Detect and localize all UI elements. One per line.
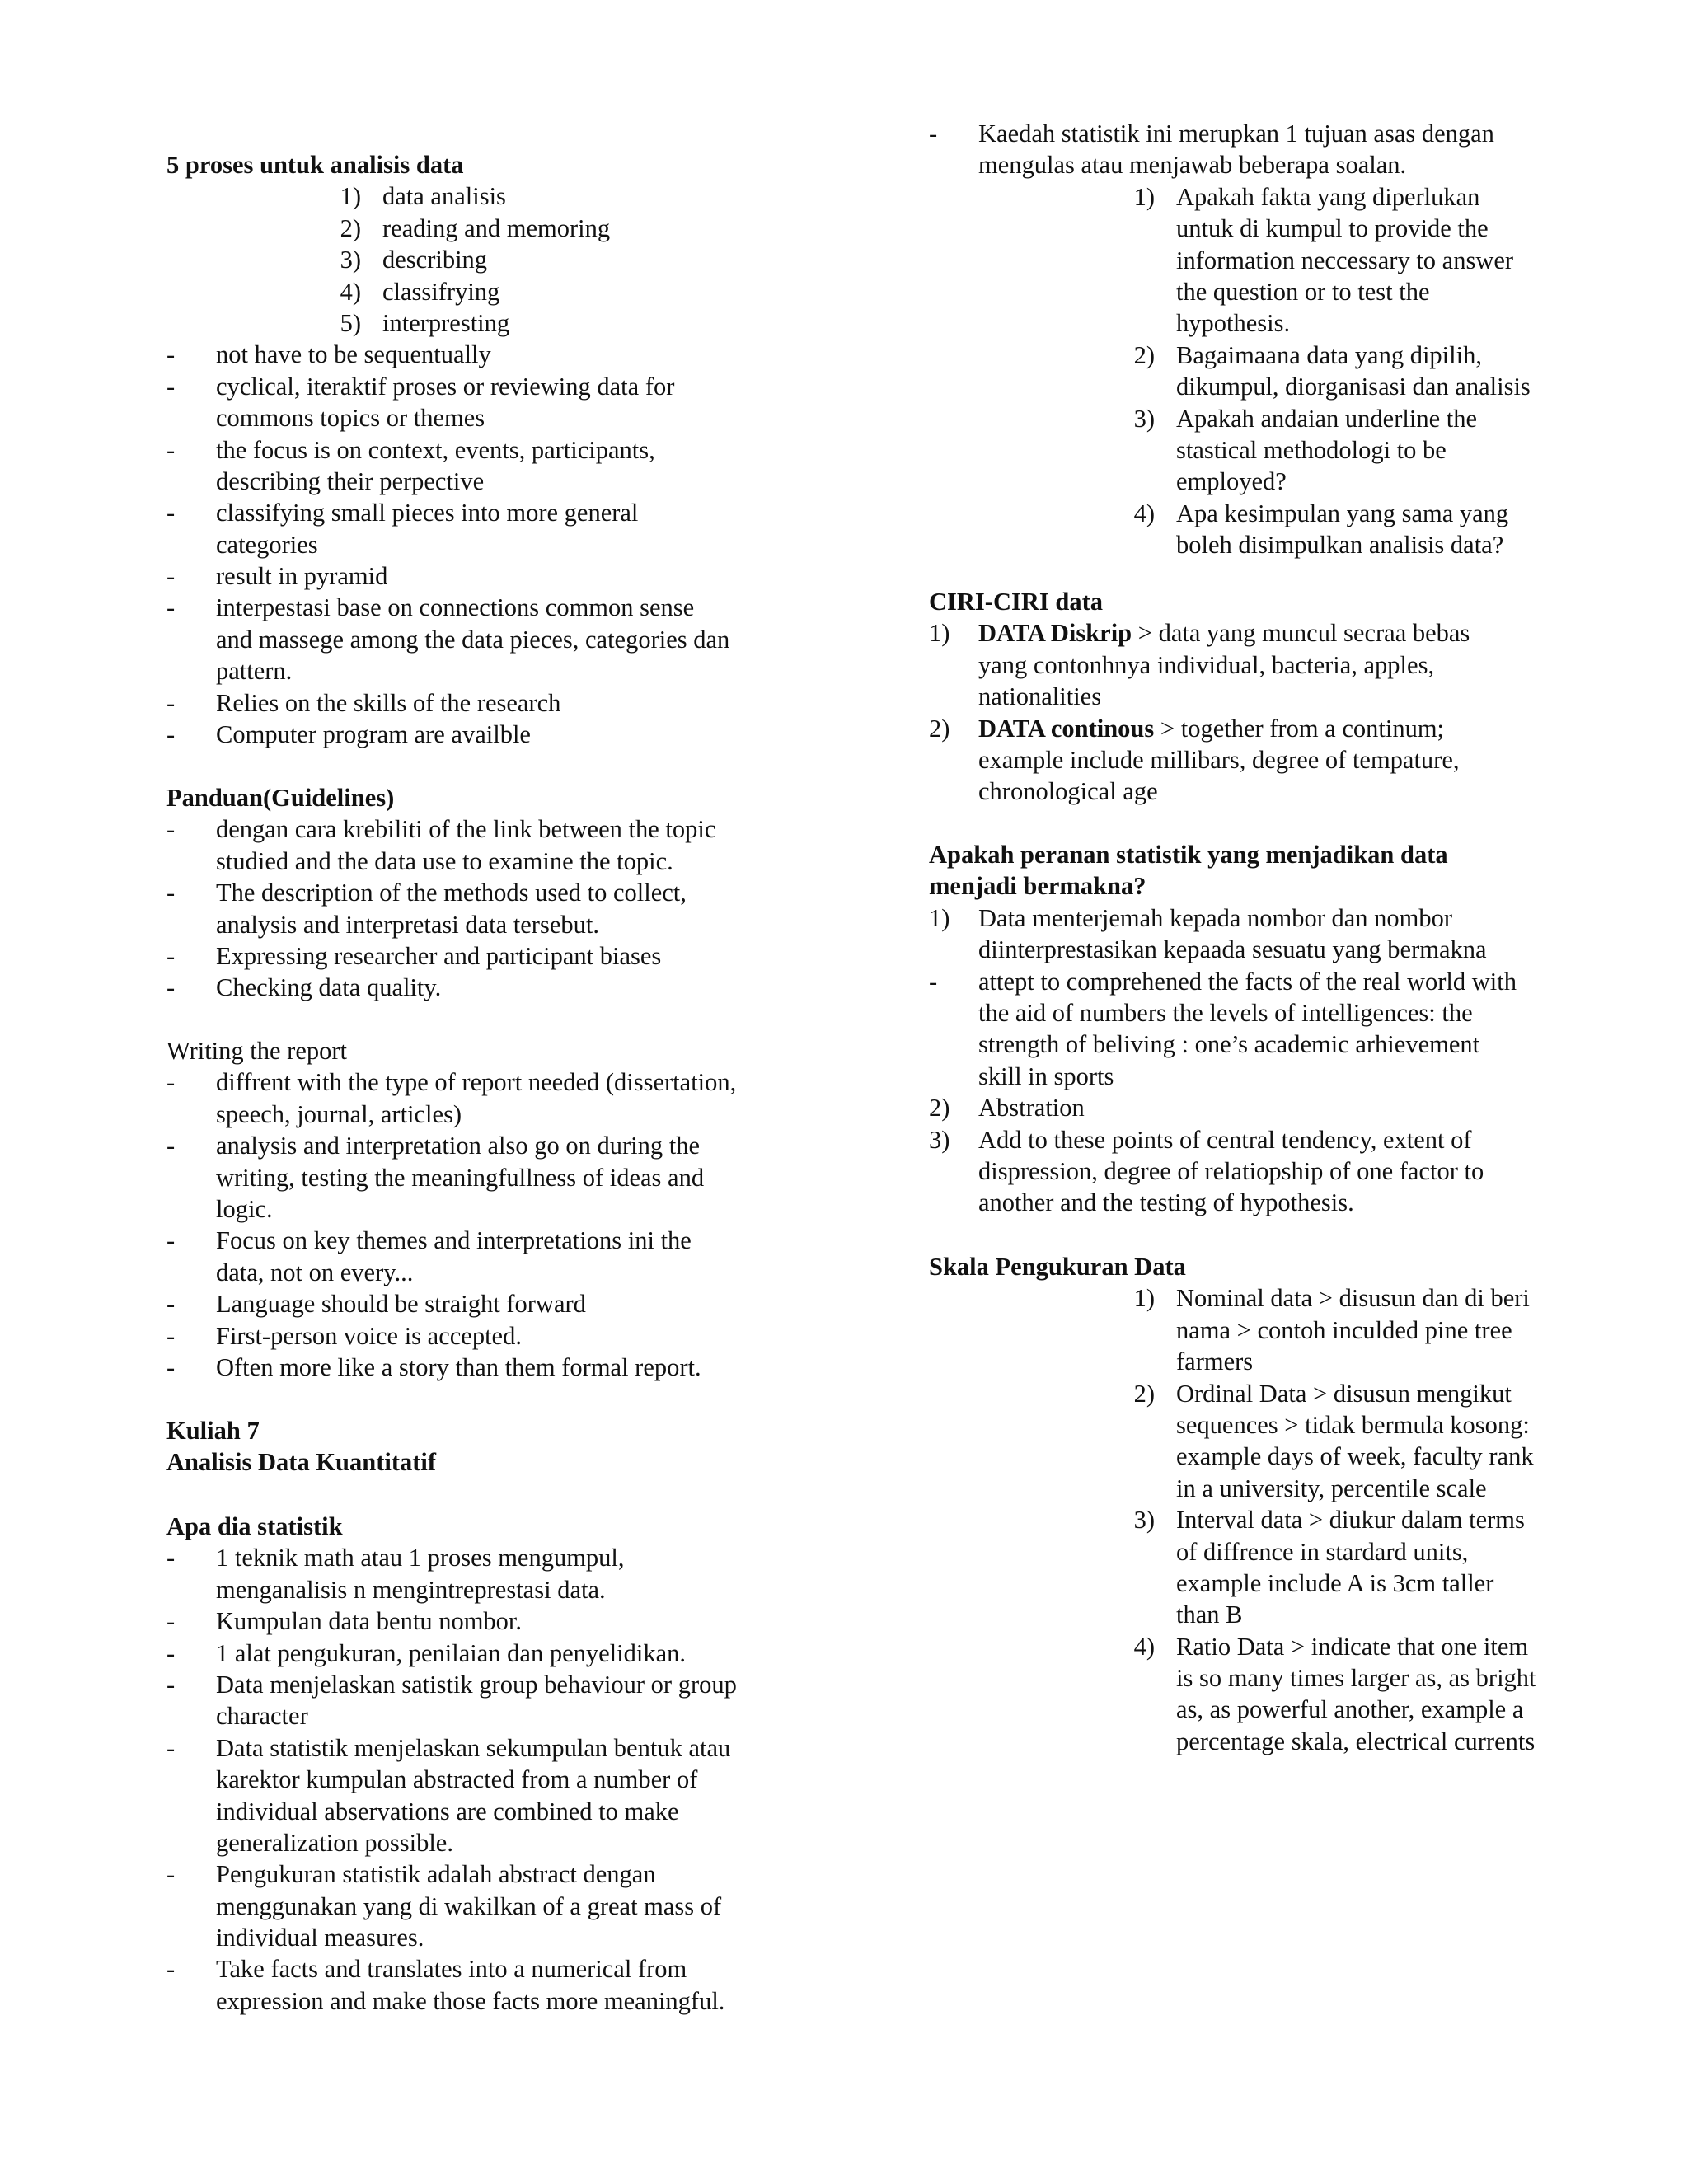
list-item-text: Checking data quality. [216, 973, 442, 1002]
list-item-text: interpestasi base on connections common sense [216, 593, 695, 622]
list-item-text: commons topics or themes [216, 404, 485, 433]
list-item [929, 118, 1588, 149]
list-item-text: dikumpul, diorganisasi dan analisis [1176, 373, 1531, 401]
list-item-continuation [929, 649, 1588, 681]
bullet-dash: - [166, 372, 176, 401]
list-item-text: expression and make those facts more meaningful. [216, 1986, 725, 2015]
list-item-text: boleh disimpulkan analisis data? [1176, 531, 1504, 560]
list-item-text: pattern. [216, 657, 293, 686]
list-item [166, 592, 826, 623]
list-item-text: the aid of numbers the levels of intelligences: the [978, 998, 1473, 1027]
list-marker: 4) [340, 277, 361, 306]
section-proses [166, 149, 826, 750]
list-item-continuation [929, 1662, 1588, 1694]
list-item-text: yang contonhnya individual, bacteria, apples, [978, 650, 1435, 679]
list-item-text: Data menjelaskan satistik group behaviour or group [216, 1670, 737, 1699]
list-item-continuation [929, 371, 1588, 402]
list-item [929, 902, 1588, 934]
list-item-continuation [166, 1700, 826, 1732]
bullet-dash: - [166, 1290, 176, 1319]
numbered-list-steps [166, 180, 826, 339]
bullet-dash: - [166, 1068, 176, 1097]
list-item-continuation [929, 934, 1588, 965]
list-item [166, 1130, 826, 1161]
list-item-continuation [929, 776, 1588, 807]
list-item-text: analysis and interpretation also go on during the [216, 1132, 700, 1160]
list-item-text: speech, journal, articles) [216, 1099, 462, 1128]
section-ciri-ciri-data [929, 586, 1588, 808]
bullet-dash: - [166, 941, 176, 970]
list-item-text: farmers [1176, 1347, 1254, 1376]
list-item-continuation [929, 1061, 1588, 1092]
list-item-text: interpresting [382, 308, 510, 337]
list-item-text: Computer program are availble [216, 720, 531, 749]
bullet-list [166, 1542, 826, 2017]
lecture-number: Kuliah 7 [166, 1417, 260, 1445]
list-item-text: Apakah fakta yang diperlukan [1176, 182, 1480, 211]
section-heading: Skala Pengukuran Data [929, 1253, 1186, 1281]
list-item-text: nationalities [978, 682, 1102, 711]
list-item [166, 371, 826, 402]
list-item-continuation [929, 1155, 1588, 1187]
list-item-text: Often more like a story than them formal report. [216, 1352, 701, 1381]
list-item-text: untuk di kumpul to provide the [1176, 214, 1489, 243]
list-item-text: Interval data > diukur dalam terms [1176, 1506, 1525, 1535]
list-marker: - [929, 967, 938, 996]
list-item-text: generalization possible. [216, 1828, 453, 1857]
list-item-continuation [929, 1187, 1588, 1218]
term-bold: DATA Diskrip [978, 619, 1132, 648]
list-item-continuation [929, 1473, 1588, 1504]
list-marker: 1) [929, 619, 950, 648]
list-item-continuation [166, 1891, 826, 1922]
list-marker: 2) [1133, 340, 1155, 369]
list-item-continuation [929, 1441, 1588, 1472]
list-item [166, 813, 826, 845]
list-item-continuation [166, 1193, 826, 1225]
list-item-continuation [929, 681, 1588, 712]
list-item-continuation [166, 1985, 826, 2017]
list-item-continuation [929, 245, 1588, 276]
bullet-dash: - [166, 1670, 176, 1699]
list-item [166, 213, 826, 244]
bullet-dash: - [166, 593, 176, 622]
list-item [166, 244, 826, 275]
list-item-continuation [166, 624, 826, 655]
list-item-continuation [166, 655, 826, 687]
list-item-continuation [166, 846, 826, 877]
list-item-text: Language should be straight forward [216, 1290, 586, 1319]
bullet-dash: - [166, 720, 176, 749]
list-item-text: Focus on key themes and interpretations ini the [216, 1226, 692, 1255]
list-item [929, 498, 1588, 529]
list-item [166, 1732, 826, 1764]
list-item-continuation [166, 1764, 826, 1795]
list-item-text: nama > contoh inculded pine tree [1176, 1315, 1512, 1344]
list-item [166, 1638, 826, 1669]
bullet-dash: - [166, 1352, 176, 1381]
list-marker: 1) [1133, 1284, 1155, 1313]
list-item-continuation [929, 434, 1588, 466]
section-heading: menjadi bermakna? [929, 872, 1146, 901]
bullet-dash: - [166, 1860, 176, 1889]
term-definition: > data yang muncul secraa bebas [1132, 619, 1470, 648]
list-item-continuation [929, 1315, 1588, 1346]
list-item-text: dengan cara krebiliti of the link between the topic [216, 815, 716, 844]
numbered-list [929, 1282, 1588, 1757]
list-marker: 4) [1133, 1632, 1155, 1661]
list-item-text: 1 teknik math atau 1 proses mengumpul, [216, 1544, 625, 1572]
section-kaedah [929, 118, 1588, 560]
list-marker: 2) [340, 213, 361, 242]
list-item-text: example include A is 3cm taller [1176, 1568, 1494, 1597]
list-marker: 1) [1133, 182, 1155, 211]
list-item-text: not have to be sequentually [216, 340, 491, 369]
list-marker: 5) [340, 308, 361, 337]
term-definition: > together from a continum; [1154, 714, 1445, 743]
list-item-text: skill in sports [978, 1062, 1114, 1090]
list-item-text: classifrying [382, 277, 500, 306]
list-item-continuation [166, 466, 826, 497]
list-item-text: describing their perpective [216, 466, 485, 495]
bullet-dash: - [166, 1955, 176, 1984]
list-item-text: reading and memoring [382, 213, 611, 242]
list-item-text: as, as powerful another, example a [1176, 1695, 1524, 1724]
list-item-continuation [166, 1162, 826, 1193]
list-item [929, 403, 1588, 434]
list-item [166, 307, 826, 339]
list-item [929, 1092, 1588, 1123]
section-kuliah [166, 1415, 826, 1479]
list-item-text: Abstration [978, 1094, 1085, 1122]
list-marker: 2) [1133, 1379, 1155, 1408]
list-item-continuation [166, 1099, 826, 1130]
list-item-continuation [929, 1409, 1588, 1441]
list-item [166, 1066, 826, 1098]
list-item-continuation [929, 1599, 1588, 1630]
list-item [166, 1542, 826, 1573]
bullet-dash: - [166, 1544, 176, 1572]
list-item-continuation [166, 909, 826, 940]
list-item-text: analysis and interpretasi data tersebut. [216, 910, 599, 939]
list-marker: 3) [929, 1125, 950, 1154]
list-item-text: attept to comprehened the facts of the real world with [978, 967, 1517, 996]
section-writing-report [166, 1035, 826, 1383]
list-item-text: Data statistik menjelaskan sekumpulan bentuk atau [216, 1733, 731, 1762]
list-marker: 3) [1133, 404, 1155, 433]
list-item [929, 1631, 1588, 1662]
list-item-text: than B [1176, 1601, 1243, 1629]
list-marker: 1) [929, 903, 950, 932]
list-item-text: Apa kesimpulan yang sama yang [1176, 499, 1509, 527]
list-item-text: Expressing researcher and participant biases [216, 941, 662, 970]
bullet-list [166, 339, 826, 750]
list-item-continuation [929, 213, 1588, 244]
list-item-continuation [929, 307, 1588, 339]
list-item-text: Bagaimaana data yang dipilih, [1176, 340, 1482, 369]
list-item [166, 719, 826, 750]
list-item [166, 180, 826, 212]
section-heading: 5 proses untuk analisis data [166, 151, 464, 179]
list-item [166, 1320, 826, 1352]
list-item-text: and massege among the data pieces, categories dan [216, 625, 730, 654]
section-heading: CIRI-CIRI data [929, 588, 1103, 616]
list-item-text: individual measures. [216, 1924, 424, 1952]
list-item-continuation [929, 1568, 1588, 1599]
list-item-continuation [166, 402, 826, 434]
bullet-dash: - [166, 340, 176, 369]
section-peranan-statistik [929, 839, 1588, 1219]
list-item-text: is so many times larger as, as bright [1176, 1664, 1536, 1693]
list-item [929, 713, 1588, 744]
list-item [166, 1953, 826, 1985]
bullet-dash: - [166, 562, 176, 591]
list-item-text: Add to these points of central tendency, extent of [978, 1125, 1472, 1154]
list-item-text: another and the testing of hypothesis. [978, 1188, 1354, 1217]
list-item-text: Apakah andaian underline the [1176, 404, 1478, 433]
list-item-text: Pengukuran statistik adalah abstract dengan [216, 1860, 656, 1889]
list-item [929, 181, 1588, 213]
section-apa-dia-statistik [166, 1511, 826, 2017]
list-item-continuation [166, 1922, 826, 1953]
bullet-dash: - [166, 499, 176, 527]
list-item-text: the question or to test the [1176, 277, 1430, 306]
section-heading: Panduan(Guidelines) [166, 784, 395, 812]
bullet-list [166, 1066, 826, 1383]
list-item-continuation [929, 1536, 1588, 1568]
list-item-text: example include millibars, degree of tempature, [978, 745, 1460, 774]
list-item-text: stastical methodologi to be [1176, 435, 1447, 464]
list-item-text: describing [382, 246, 488, 274]
list-item-text: categories [216, 530, 318, 559]
bullet-dash: - [166, 1132, 176, 1160]
list-item-continuation [929, 466, 1588, 497]
numbered-list [929, 181, 1588, 561]
list-item-text: percentage skala, electrical currents [1176, 1727, 1536, 1755]
list-item-text: classifying small pieces into more general [216, 499, 639, 527]
bullet-list [166, 813, 826, 1003]
list-item [166, 276, 826, 307]
list-item-text: writing, testing the meaningfullness of ideas and [216, 1163, 705, 1192]
list-item [166, 339, 826, 370]
list-item-text: in a university, percentile scale [1176, 1474, 1487, 1502]
list-item-text: information neccessary to answer [1176, 246, 1514, 274]
bullet-dash: - [166, 1226, 176, 1255]
list-marker: 4) [1133, 499, 1155, 527]
list-item-text: menganalisis n mengintreprestasi data. [216, 1575, 606, 1604]
list-item-continuation [929, 1346, 1588, 1377]
bullet-dash: - [166, 973, 176, 1002]
list-marker: 2) [929, 1094, 950, 1122]
bullet-dash: - [929, 120, 938, 148]
list-item-text: The description of the methods used to collect, [216, 879, 687, 907]
list-item-text: data, not on every... [216, 1258, 414, 1286]
list-item-text: menggunakan yang di wakilkan of a great mass of [216, 1891, 722, 1920]
list-item-continuation [929, 997, 1588, 1029]
section-heading: Apakah peranan statistik yang menjadikan data [929, 841, 1448, 869]
list-item [166, 560, 826, 592]
list-item-text: cyclical, iteraktif proses or reviewing data for [216, 372, 675, 401]
list-item-continuation [166, 1796, 826, 1827]
list-item-text: Ordinal Data > disusun mengikut [1176, 1379, 1512, 1408]
section-skala-pengukuran [929, 1251, 1588, 1757]
list-item-text: diffrent with the type of report needed (dissertation, [216, 1068, 737, 1097]
list-item-continuation [166, 1827, 826, 1858]
section-heading: Apa dia statistik [166, 1512, 343, 1540]
list-item-text: employed? [1176, 467, 1287, 496]
list-item-continuation [929, 149, 1588, 180]
list-item-text: chronological age [978, 777, 1158, 806]
list-item-text: studied and the data use to examine the topic. [216, 846, 673, 875]
bullet-dash: - [166, 879, 176, 907]
list-item [166, 972, 826, 1003]
lecture-title: Analisis Data Kuantitatif [166, 1448, 437, 1477]
list-item-text: sequences > tidak bermula kosong: [1176, 1410, 1530, 1439]
list-marker: 3) [340, 246, 361, 274]
list-item-text: dispression, degree of relatiopship of one factor to [978, 1156, 1484, 1185]
list-item-text: Kumpulan data bentu nombor. [216, 1607, 523, 1636]
list-item-text: karektor kumpulan abstracted from a number of [216, 1765, 698, 1794]
list-item-continuation [929, 1694, 1588, 1725]
list-item-text: result in pyramid [216, 562, 388, 591]
list-item [166, 1352, 826, 1383]
term-bold: DATA continous [978, 714, 1155, 743]
list-marker: 3) [1133, 1506, 1155, 1535]
list-item-text: mengulas atau menjawab beberapa soalan. [978, 151, 1407, 180]
list-item [166, 1605, 826, 1637]
list-item [166, 497, 826, 528]
list-item-continuation [166, 529, 826, 560]
numbered-list [929, 902, 1588, 1219]
list-item [166, 940, 826, 972]
list-item-text: of diffrence in stardard units, [1176, 1537, 1469, 1566]
section-panduan [166, 782, 826, 1004]
list-item [929, 617, 1588, 649]
list-item [166, 1669, 826, 1700]
list-item-text: example days of week, faculty rank [1176, 1442, 1534, 1471]
list-item-text: Nominal data > disusun dan di beri [1176, 1284, 1530, 1313]
list-item-text: data analisis [382, 182, 506, 211]
list-item-text: Take facts and translates into a numerical from [216, 1955, 687, 1984]
list-item [929, 1504, 1588, 1535]
list-item [929, 340, 1588, 371]
bullet-dash: - [166, 815, 176, 844]
bullet-dash: - [166, 1607, 176, 1636]
list-item-text: Data menterjemah kepada nombor dan nombor [978, 903, 1453, 932]
list-item-text: Kaedah statistik ini merupkan 1 tujuan asas dengan [978, 120, 1494, 148]
list-item-text: diinterprestasikan kepaada sesuatu yang bermakna [978, 935, 1487, 964]
bullet-dash: - [166, 1321, 176, 1350]
list-item [166, 1858, 826, 1890]
list-item-text: First-person voice is accepted. [216, 1321, 522, 1350]
list-item-text: strength of beliving : one’s academic arhievement [978, 1030, 1480, 1059]
list-item-continuation [166, 1574, 826, 1605]
section-heading: Writing the report [166, 1037, 347, 1065]
bullet-dash: - [166, 1733, 176, 1762]
list-item-text: Relies on the skills of the research [216, 688, 561, 717]
bullet-dash: - [166, 435, 176, 464]
list-item [166, 1225, 826, 1256]
list-marker: 1) [340, 182, 361, 211]
list-item-continuation [166, 1257, 826, 1288]
list-item [929, 1124, 1588, 1155]
list-item-text: logic. [216, 1194, 273, 1223]
list-item-text: character [216, 1702, 308, 1731]
list-item [166, 1288, 826, 1319]
list-item [166, 877, 826, 908]
list-item-text: 1 alat pengukuran, penilaian dan penyelidikan. [216, 1638, 686, 1667]
list-item [929, 1378, 1588, 1409]
list-item-continuation [929, 276, 1588, 307]
list-item-continuation [929, 529, 1588, 560]
list-item [166, 434, 826, 466]
list-item-continuation [929, 1726, 1588, 1757]
bullet-dash: - [166, 1638, 176, 1667]
list-item-continuation [929, 744, 1588, 776]
list-item-text: the focus is on context, events, participants, [216, 435, 655, 464]
list-marker: 2) [929, 714, 950, 743]
list-item [929, 1282, 1588, 1314]
list-item [166, 687, 826, 719]
bullet-dash: - [166, 688, 176, 717]
list-item-continuation [929, 1029, 1588, 1060]
list-item-text: individual abservations are combined to make [216, 1797, 679, 1825]
list-item [929, 966, 1588, 997]
list-item-text: Ratio Data > indicate that one item [1176, 1632, 1529, 1661]
list-item-text: hypothesis. [1176, 309, 1291, 338]
